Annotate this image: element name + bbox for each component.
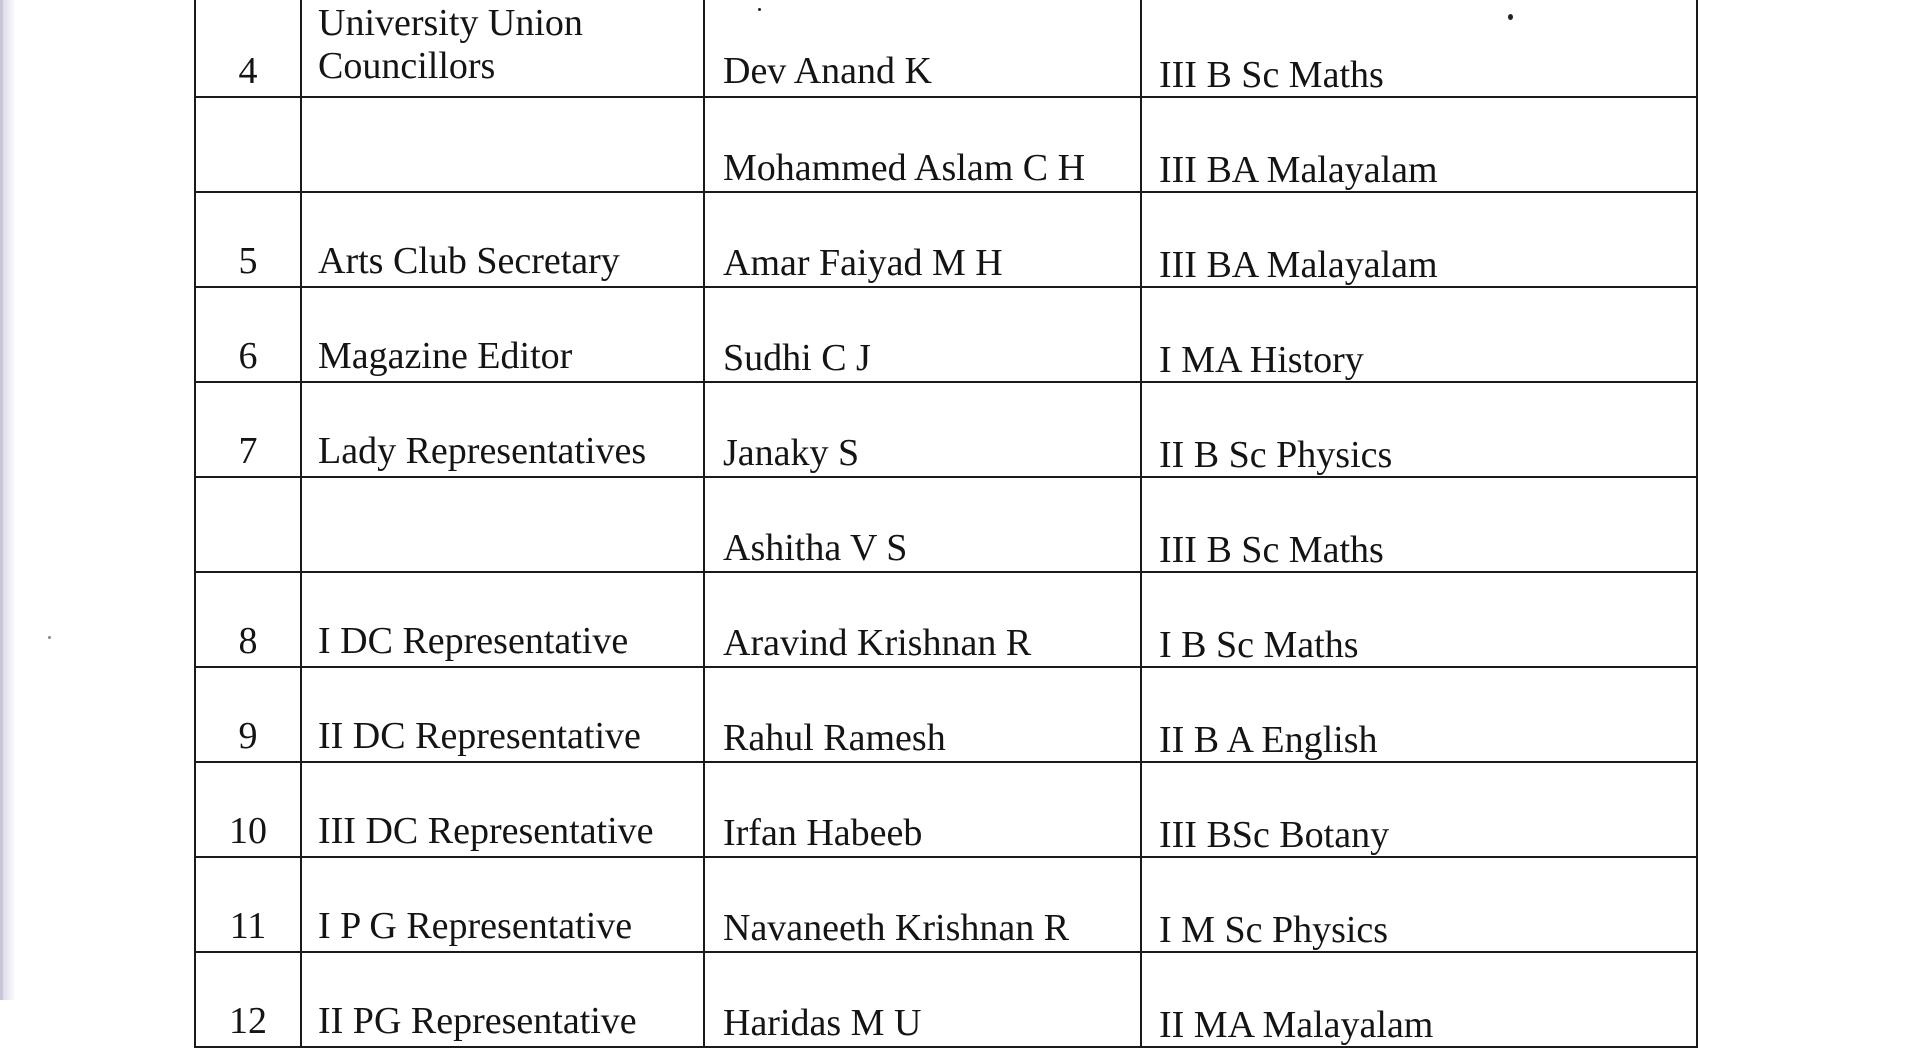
post-name: Magazine Editor — [301, 287, 704, 382]
candidate-class: I B Sc Maths — [1141, 572, 1697, 667]
candidate-class: II MA Malayalam — [1141, 952, 1697, 1047]
table-row — [195, 0, 1697, 97]
candidate-name: Sudhi C J — [704, 287, 1141, 382]
table-row — [195, 477, 1697, 572]
candidate-name: Ashitha V S — [704, 477, 1141, 572]
serial-number: 11 — [195, 857, 301, 952]
post-name: University Union Councillors — [301, 0, 704, 97]
candidate-name: Haridas M U — [704, 952, 1141, 1047]
table-row — [195, 382, 1697, 477]
post-name: I P G Representative — [301, 857, 704, 952]
candidate-class: III BA Malayalam — [1141, 192, 1697, 287]
candidate-class: I M Sc Physics — [1141, 857, 1697, 952]
candidate-name: Janaky S — [704, 382, 1141, 477]
serial-number: 9 — [195, 667, 301, 762]
table-row — [195, 952, 1697, 1047]
post-name: II PG Representative — [301, 952, 704, 1047]
serial-number: 12 — [195, 952, 301, 1047]
candidate-name: Navaneeth Krishnan R — [704, 857, 1141, 952]
candidate-class: III BSc Botany — [1141, 762, 1697, 857]
table-row — [195, 762, 1697, 857]
candidate-name: Irfan Habeeb — [704, 762, 1141, 857]
scan-shadow-line — [0, 0, 3, 1000]
post-name — [301, 477, 704, 572]
candidate-name: Amar Faiyad M H — [704, 192, 1141, 287]
post-name: I DC Representative — [301, 572, 704, 667]
candidate-class: III B Sc Maths — [1141, 477, 1697, 572]
candidate-name: Dev Anand K — [704, 0, 1141, 97]
post-name: III DC Representative — [301, 762, 704, 857]
table-row — [195, 857, 1697, 952]
candidate-class: II B A English — [1141, 667, 1697, 762]
table-row — [195, 192, 1697, 287]
serial-number: 10 — [195, 762, 301, 857]
table-row — [195, 572, 1697, 667]
candidate-name: Aravind Krishnan R — [704, 572, 1141, 667]
candidate-class: III B Sc Maths — [1141, 0, 1697, 97]
candidate-class: I MA History — [1141, 287, 1697, 382]
serial-number: 6 — [195, 287, 301, 382]
candidate-class: II B Sc Physics — [1141, 382, 1697, 477]
table-row — [195, 287, 1697, 382]
post-name — [301, 97, 704, 192]
office-bearers-table — [194, 0, 1698, 1048]
post-name: II DC Representative — [301, 667, 704, 762]
serial-number — [195, 477, 301, 572]
scan-speck — [48, 636, 51, 639]
table-row — [195, 667, 1697, 762]
candidate-name: Rahul Ramesh — [704, 667, 1141, 762]
post-name: Lady Representatives — [301, 382, 704, 477]
candidate-class: III BA Malayalam — [1141, 97, 1697, 192]
serial-number — [195, 97, 301, 192]
candidate-name: Mohammed Aslam C H — [704, 97, 1141, 192]
table-row — [195, 97, 1697, 192]
serial-number: 5 — [195, 192, 301, 287]
serial-number: 8 — [195, 572, 301, 667]
serial-number: 7 — [195, 382, 301, 477]
post-name: Arts Club Secretary — [301, 192, 704, 287]
serial-number: 4 — [195, 0, 301, 97]
